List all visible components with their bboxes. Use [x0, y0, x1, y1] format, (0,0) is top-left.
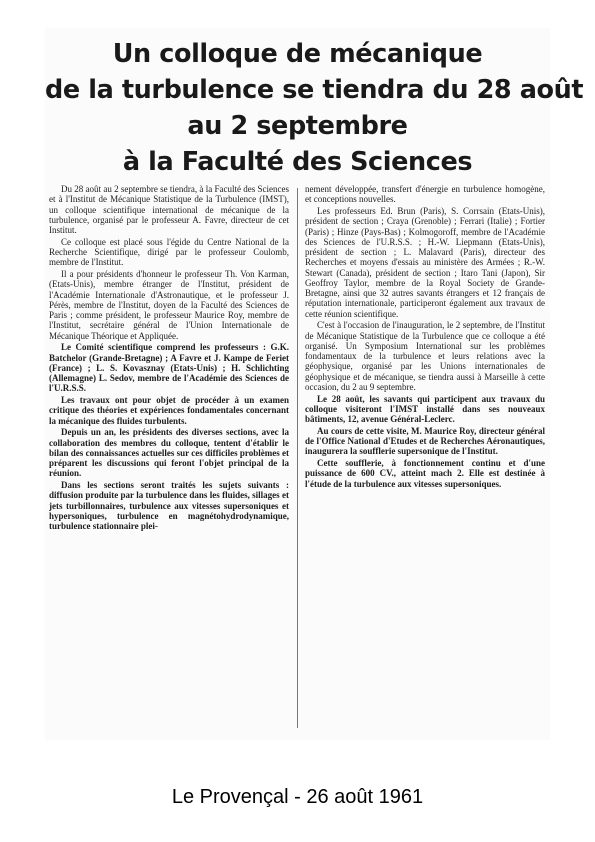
article-column-right: [305, 184, 545, 736]
article-column-left: [49, 184, 289, 736]
article-paragraph: Il a pour présidents d'honneur le professeur Th. Von Karman, (Etats-Unis), membre étranger de l'Institut, président de l'Académie Internationale d'Astronautique, et le professeur J. Pérès, membre de l'Institut, doyen de la Faculté des Sciences de Paris ; comme président, le professeur Maurice Roy, membre de l'Institut, secrétaire général de l'Union Internationale de Mécanique Théorique et Appliquée.: [49, 269, 289, 341]
headline-line: au 2 septembre: [187, 111, 408, 141]
headline-line: Un colloque de mécanique: [112, 39, 483, 69]
article-paragraph: Cette soufflerie, à fonctionnement continu et d'une puissance de 600 CV., atteint mach 2. Elle est destinée à l'étude de la turbulence aux vitesses supersoniques.: [305, 458, 545, 489]
newspaper-clipping: [45, 28, 584, 740]
article-paragraph: Ce colloque est placé sous l'égide du Centre National de la Recherche Scientifique, dirigé par le professeur Coulomb, membre de l'Institut.: [49, 236, 289, 268]
article-paragraph: Du 28 août au 2 septembre se tiendra, à la Faculté des Sciences et à l'Institut de Mécanique Statistique de la Turbulence (IMST), un colloque scientifique international de mécanique de la turbulence, organisé par le professeur A. Favre, directeur de cet Institut.: [49, 184, 289, 235]
article-paragraph: Les professeurs Ed. Brun (Paris), S. Corrsain (Etats-Unis), président de section ; Craya (Grenoble) ; Ferrari (Italie) ; Fortier (Paris) ; Hinze (Pays-Bas) ; Kolmogoroff, membre de l'Académie des Sciences de l'U.R.S.S. ; H.-W. Liepmann (Etats-Unis), président de section ; L. Malavard (Paris), directeur des Recherches et moyens d'essais au ministère des Armées ; R.-W. Stewart (Canada), président de section ; Itaro Tani (Japon), Sir Geoffroy Taylor, membre de la Royal Society de Grande-Bretagne, ainsi que 32 autres savants étrangers et 12 français de réputation internationale, participeront également aux travaux de cette réunion scientifique.: [305, 206, 545, 319]
article-paragraph: Depuis un an, les présidents des diverses sections, avec la collaboration des membres du colloque, tentent d'établir le bilan des connaissances actuelles sur ces difficiles problèmes et préparent les discussions qui feront l'objet principal de la réunion.: [49, 427, 289, 479]
article-paragraph: Les travaux ont pour objet de procéder à un examen critique des théories et expériences fondamentales concernant la mécanique des fluides turbulents.: [49, 395, 289, 426]
article-paragraph: Le Comité scientifique comprend les professeurs : G.K. Batchelor (Grande-Bretagne) ; A Favre et J. Kampe de Feriet (France) ; L. S. Kovasznay (Etats-Unis) ; H. Schlichting (Allemagne) L. Sedov, membre de l'Académie des Sciences de l'U.R.S.S.: [49, 342, 289, 394]
headline: [45, 36, 584, 180]
source-caption: Le Provençal - 26 août 1961: [171, 786, 424, 808]
article-paragraph: Dans les sections seront traités les sujets suivants : diffusion produite par la turbulence dans les fluides, sillages et jets turbillonnaires, turbulence aux vitesses supersoniques et hypersoniques, turbulence en magnétohydrodynamique, turbulence stationnaire plei-: [49, 480, 289, 531]
article-paragraph: C'est à l'occasion de l'inauguration, le 2 septembre, de l'Institut de Mécanique Statistique de la Turbulence que ce colloque a été organisé. Un Symposium International sur les problèmes fondamentaux de la turbulence et leurs relations avec la géophysique, organisé par les Unions internationales de géophysique et de mécanique, se tiendra aussi à Marseille à cette occasion, du 2 au 9 septembre.: [305, 320, 545, 392]
headline-line: de la turbulence se tiendra du 28 août: [45, 75, 584, 105]
headline-line: à la Faculté des Sciences: [122, 147, 473, 177]
article-paragraph: Le 28 août, les savants qui participent aux travaux du colloque visiteront l'IMST installé dans ses nouveaux bâtiments, 12, avenue Général-Leclerc.: [305, 393, 545, 424]
article-paragraph: nement développée, transfert d'énergie en turbulence homogène, et conceptions nouvelles.: [305, 184, 545, 205]
column-divider: [297, 188, 298, 728]
article-paragraph: Au cours de cette visite, M. Maurice Roy, directeur général de l'Office National d'Etudes et de Recherches Aéronautiques, inaugurera la soufflerie supersonique de l'Institut.: [305, 425, 545, 457]
